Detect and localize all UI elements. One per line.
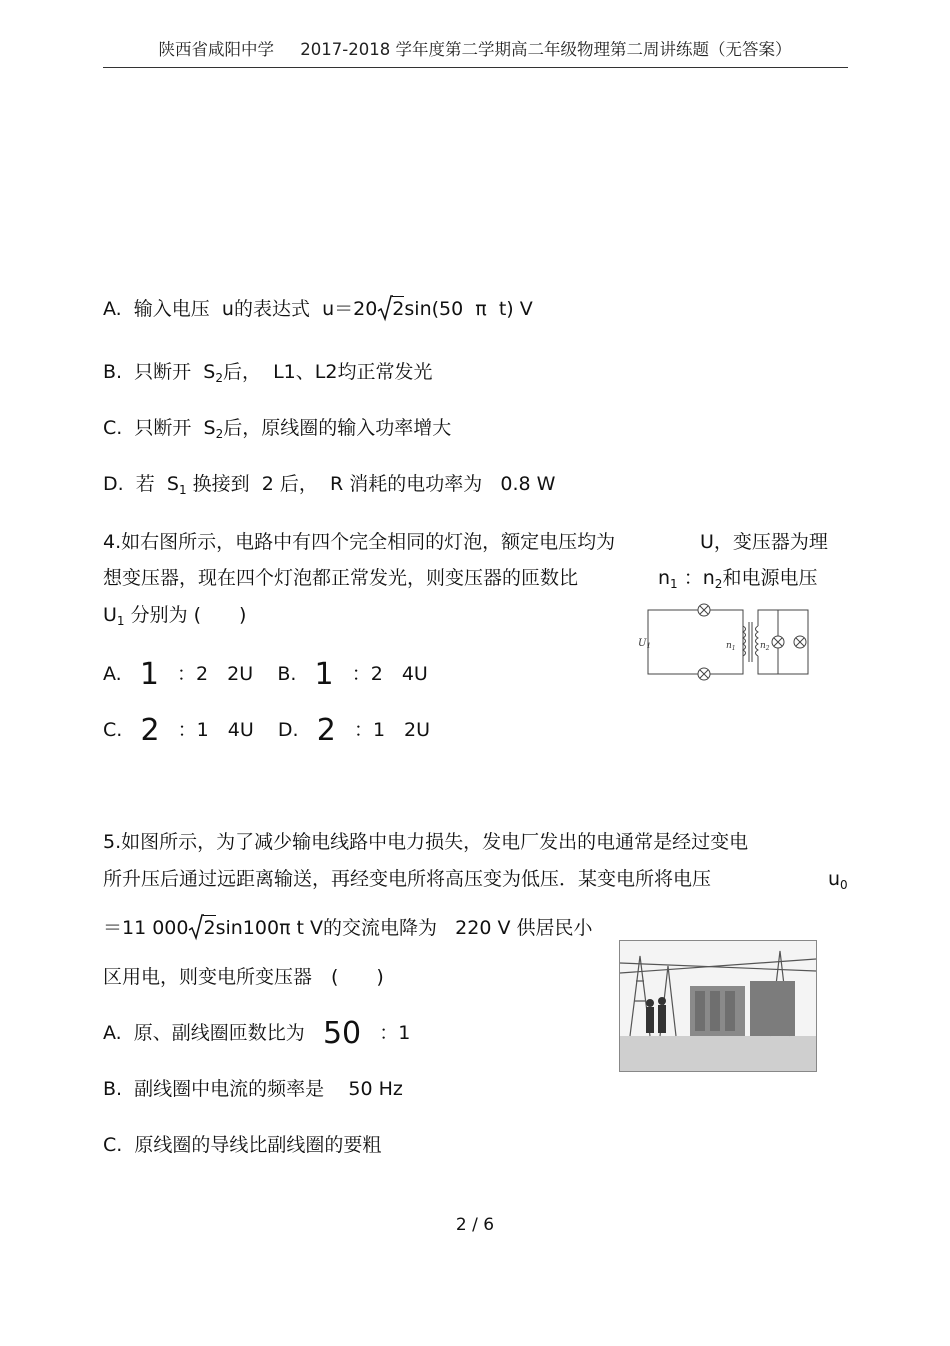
q5-option-c: C. 原线圈的导线比副线圈的要粗 (103, 1134, 382, 1156)
label-n1: $n_1$ (726, 641, 736, 652)
q3-option-d: D. 若 $S_1$ 换接到 2 后， R 消耗的电功率为 0.8 W (103, 473, 556, 497)
transformer-circuit-diagram (638, 602, 813, 682)
label-n2: $n_2$ (760, 641, 770, 652)
q3-option-b: B. 只断开 $S_2$后， L1、L2均正常发光 (103, 361, 433, 385)
q4-stem-line1: 4.如右图所示，电路中有四个完全相同的灯泡，额定电压均为 (103, 531, 616, 553)
q5-option-b: B. 副线圈中电流的频率是 50 Hz (103, 1078, 403, 1100)
q5-stem-line2-u0: $u_0$ (828, 868, 848, 892)
q5-option-a: A. 原、副线圈匝数比为 50 ：1 (103, 1016, 411, 1051)
q5-stem-line2: 所升压后通过远距离输送，再经变电所将高压变为低压．某变电所将电压 (103, 868, 712, 890)
q4-stem-line2-end: $n_1$ ：$n_2$和电源电压 (658, 567, 818, 591)
header-title: 2017-2018 学年度第二学期高二年级物理第二周讲练题（无答案） (300, 40, 792, 59)
label-u1: $U_1$ (638, 638, 651, 650)
q3-option-c: C. 只断开 $S_2$后，原线圈的输入功率增大 (103, 417, 452, 441)
q5-stem-line4: 区用电，则变电所变压器 ( ) (103, 966, 384, 988)
header-rule (103, 67, 848, 68)
q4-options-cd: C. 2 ：1 4U D. 2 ：1 2U (103, 713, 431, 748)
q4-stem-line2: 想变压器，现在四个灯泡都正常发光，则变压器的匝数比 (103, 567, 579, 589)
substation-photo (619, 940, 817, 1072)
q4-options-ab: A. 1 ：2 2U B. 1 ：2 4U (103, 657, 428, 692)
q5-stem-line3: ＝11 000 2sin100π t V的交流电降为 220 V 供居民小 (103, 917, 593, 939)
q4-stem-line1-end: U，变压器为理 (700, 531, 828, 553)
q5-stem-line1: 5.如图所示，为了减少输电线路中电力损失，发电厂发出的电通常是经过变电 (103, 831, 749, 853)
header-school: 陕西省咸阳中学 (158, 40, 275, 59)
page-number: 2 / 6 (455, 1215, 495, 1235)
page-header (0, 36, 950, 60)
q4-stem-line3: $U_1$ 分别为 ( ) (103, 604, 247, 628)
sqrt-symbol: 2 (188, 916, 215, 940)
q3-option-a: A. 输入电压 u的表达式 u＝20 2sin(50 π t) V (103, 298, 533, 320)
sqrt-symbol: 2 (377, 297, 404, 321)
